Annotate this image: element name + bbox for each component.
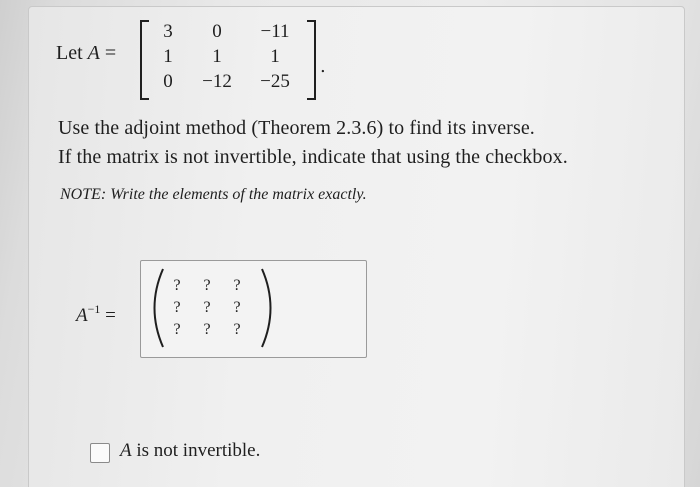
note-text: NOTE: Write the elements of the matrix exactly. <box>60 186 367 203</box>
inverse-cell-input[interactable]: ? <box>203 321 211 338</box>
matrix-variable: A <box>87 42 100 64</box>
right-bracket <box>307 20 316 100</box>
matrix-cell: 0 <box>163 71 173 92</box>
inverse-matrix-input-box[interactable] <box>140 260 367 358</box>
inverse-exponent: −1 <box>87 302 101 316</box>
inverse-label <box>76 302 116 327</box>
matrix-cell: 1 <box>163 46 173 67</box>
inverse-cell-input[interactable]: ? <box>233 321 241 338</box>
instruction-line-1: Use the adjoint method (Theorem 2.3.6) to find its inverse. <box>58 117 535 139</box>
inverse-cell-input[interactable]: ? <box>203 299 211 316</box>
instruction-line-2: If the matrix is not invertible, indicate that using the checkbox. <box>58 146 568 168</box>
label-variable: A <box>120 440 132 461</box>
matrix-cell: −12 <box>202 71 232 92</box>
matrix-cell: 1 <box>212 46 222 67</box>
inverse-equals: = <box>105 305 116 326</box>
inverse-cell-input[interactable]: ? <box>203 277 211 294</box>
trailing-period: . <box>320 56 326 77</box>
let-word: Let <box>56 42 83 64</box>
inverse-cell-input[interactable]: ? <box>173 299 181 316</box>
matrix-cell: −25 <box>260 71 290 92</box>
matrix-cell: −11 <box>260 21 290 42</box>
inverse-cell-input[interactable]: ? <box>233 277 241 294</box>
left-paren-icon <box>144 267 168 349</box>
inverse-cell-input[interactable]: ? <box>173 321 181 338</box>
inverse-cell-input[interactable]: ? <box>233 299 241 316</box>
inverse-cell-input[interactable]: ? <box>173 277 181 294</box>
label-text: is not invertible. <box>131 440 261 461</box>
inverse-base: A <box>76 305 88 326</box>
right-paren-icon <box>257 267 281 349</box>
matrix-cell: 3 <box>163 21 173 42</box>
not-invertible-checkbox[interactable] <box>90 443 110 463</box>
matrix-cell: 1 <box>270 46 280 67</box>
equals-sign: = <box>104 42 117 64</box>
not-invertible-label[interactable] <box>120 440 260 462</box>
question-card <box>28 6 685 487</box>
matrix-definition-label <box>56 42 116 65</box>
matrix-cell: 0 <box>212 21 222 42</box>
